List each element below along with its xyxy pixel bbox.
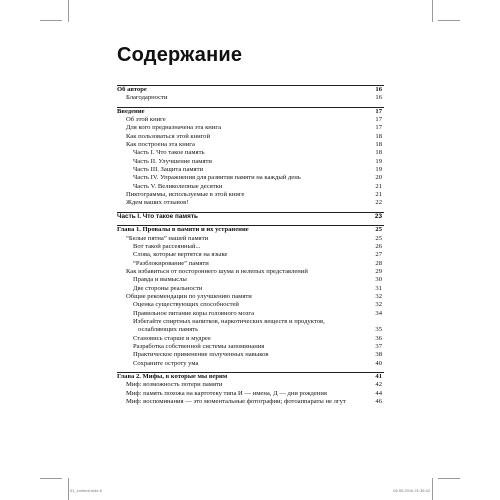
toc-entry[interactable] [117, 268, 384, 276]
toc-entry[interactable] [117, 116, 384, 124]
toc-entry[interactable] [117, 398, 384, 406]
toc-heading[interactable] [117, 107, 384, 116]
toc-page-number: 38 [375, 351, 382, 359]
toc-heading[interactable] [117, 225, 384, 234]
toc-entry[interactable] [117, 351, 384, 359]
toc-page-number: 20 [375, 174, 382, 182]
toc-entry[interactable] [117, 94, 384, 102]
toc-entry[interactable] [117, 276, 384, 284]
toc-entry-title: Миф: возможность потери памяти [126, 381, 223, 389]
toc-page-number: 18 [375, 141, 382, 149]
crop-mark [438, 20, 460, 21]
toc-entry[interactable] [117, 326, 384, 334]
toc-entry-title: Часть V. Великолепные десятки [133, 182, 223, 190]
toc-entry-title: Вот такой рассеянный... [133, 242, 201, 250]
toc-entry-title: Часть III. Защита памяти [133, 166, 204, 174]
toc-entry[interactable] [117, 301, 384, 309]
toc-page-number: 19 [375, 157, 382, 165]
toc-heading[interactable] [117, 372, 384, 381]
toc-entry-title: Правда и вымыслы [133, 276, 187, 284]
crop-mark [432, 478, 433, 500]
toc-page-number: 18 [375, 149, 382, 157]
toc-entry-title: Общие рекомендации по улучшению памяти [126, 292, 252, 300]
toc-page-number: 17 [375, 116, 382, 124]
table-of-contents [117, 85, 384, 406]
toc-entry-title: ослабляющих память [138, 326, 199, 334]
toc-page-number: 29 [375, 267, 382, 275]
toc-entry[interactable] [117, 149, 384, 157]
toc-entry[interactable] [117, 381, 384, 389]
toc-entry-title: “Белые пятна” нашей памяти [126, 234, 209, 242]
toc-entry-title: Оценка существующих способностей [133, 301, 239, 309]
toc-page-number: 25 [375, 226, 382, 234]
toc-page-number: 21 [375, 191, 382, 199]
toc-entry-title: Об этой книге [126, 116, 166, 124]
toc-entry-title: Часть II. Улучшение памяти [133, 157, 212, 165]
toc-page-number: 25 [375, 234, 382, 242]
toc-page-number: 26 [375, 242, 382, 250]
toc-page-number: 41 [375, 373, 382, 380]
crop-mark [432, 0, 433, 22]
toc-entry-title: Глава 1. Провалы в памяти и их устранение [117, 226, 249, 234]
toc-page-number: 21 [375, 182, 382, 190]
toc-page-number: 16 [375, 86, 382, 93]
toc-page-number: 27 [375, 251, 382, 259]
toc-page-number: 40 [375, 359, 382, 367]
toc-entry[interactable] [117, 199, 384, 207]
toc-entry-title: Миф: воспоминания — это моментальные фотографии; фотоаппараты не лгут [126, 398, 346, 406]
toc-entry[interactable] [117, 285, 384, 293]
toc-page-number: 32 [375, 301, 382, 309]
toc-page-number: 31 [375, 284, 382, 292]
toc-entry[interactable] [117, 343, 384, 351]
crop-mark [68, 478, 69, 500]
toc-page-number: 22 [375, 199, 382, 207]
toc-page-number: 37 [375, 342, 382, 350]
toc-entry-title: Две стороны реальности [133, 284, 203, 292]
toc-entry-title: “Разблокирование” памяти [133, 259, 209, 267]
toc-page-number: 46 [375, 398, 382, 406]
toc-page-number: 36 [375, 334, 382, 342]
toc-entry-title: Ждем ваших отзывов! [126, 199, 189, 207]
toc-entry-title: Глава 2. Мифы, в которые мы верим [117, 373, 228, 380]
toc-entry[interactable] [117, 191, 384, 199]
toc-entry-title: Часть I. Что такое память [117, 212, 198, 220]
toc-entry[interactable] [117, 141, 384, 149]
toc-entry-title: Как избавиться от постороннего шума и нелепых представлений [126, 267, 308, 275]
toc-entry-title: Избегайте спиртных напитков, наркотических веществ и продуктов, [133, 317, 325, 325]
crop-mark [438, 478, 460, 479]
toc-page-number: 17 [375, 107, 382, 115]
crop-mark [68, 0, 69, 22]
toc-entry-title: Разработка собственной системы запоминания [133, 342, 265, 350]
toc-entry-title: Как пользоваться этой книгой [126, 132, 210, 140]
toc-page-number: 23 [374, 212, 382, 220]
toc-entry-title: Правильное питание коры головного мозга [133, 309, 254, 317]
toc-entry-title: Об авторе [117, 86, 147, 93]
toc-page-number: 18 [375, 132, 382, 140]
toc-entry[interactable] [117, 158, 384, 166]
page-title: Содержание [117, 44, 243, 66]
toc-entry-title: Для кого предназначена эта книга [126, 124, 221, 132]
toc-entry[interactable] [117, 360, 384, 368]
toc-entry[interactable] [117, 166, 384, 174]
toc-entry-title: Благодарности [126, 94, 168, 102]
toc-page-number: 35 [375, 326, 382, 334]
toc-heading[interactable] [117, 85, 384, 94]
toc-page-number: 44 [375, 389, 382, 397]
toc-page-number: 42 [375, 381, 382, 389]
toc-entry[interactable] [117, 251, 384, 259]
toc-entry-title: Как построена эта книга [126, 141, 195, 149]
toc-entry-title: Пиктограммы, используемые в этой книге [126, 191, 245, 199]
toc-entry-title: Становись старше и мудрее [133, 334, 211, 342]
toc-entry[interactable] [117, 335, 384, 343]
toc-entry[interactable] [117, 310, 384, 318]
footer-file-name: 01_content.indd 6 [70, 488, 102, 493]
toc-entry-title: Часть IV. Упражнения для развития памяти на каждый день [133, 174, 301, 182]
toc-page-number: 16 [375, 94, 382, 102]
toc-entry[interactable] [117, 124, 384, 132]
toc-entry[interactable] [117, 260, 384, 268]
toc-entry[interactable] [117, 133, 384, 141]
toc-entry[interactable] [117, 183, 384, 191]
toc-page-number: 30 [375, 276, 382, 284]
toc-entry-title: Введение [117, 107, 145, 115]
crop-mark [40, 20, 62, 21]
toc-entry-title: Слова, которые вертятся на языке [133, 251, 228, 259]
toc-entry-title: Сохраните остроту ума [133, 359, 199, 367]
toc-heading[interactable] [117, 212, 384, 221]
crop-mark [40, 478, 62, 479]
toc-entry[interactable] [117, 390, 384, 398]
toc-page-number: 17 [375, 124, 382, 132]
toc-entry-title: Миф: память похожа на картотеку типа И — имена, Д — дни рождения [126, 389, 327, 397]
toc-entry[interactable] [117, 174, 384, 182]
toc-page-number: 19 [375, 166, 382, 174]
footer-timestamp: 06.05.2016 21:36:42 [393, 488, 430, 493]
toc-page-number: 28 [375, 259, 382, 267]
toc-entry-title: Практическое применение полученных навыков [133, 351, 269, 359]
toc-page-number: 34 [375, 309, 382, 317]
toc-entry-title: Часть I. Что такое память [133, 149, 205, 157]
toc-entry[interactable] [117, 293, 384, 301]
toc-page-number: 32 [375, 292, 382, 300]
toc-entry[interactable] [117, 318, 384, 326]
toc-entry[interactable] [117, 243, 384, 251]
toc-entry[interactable] [117, 235, 384, 243]
